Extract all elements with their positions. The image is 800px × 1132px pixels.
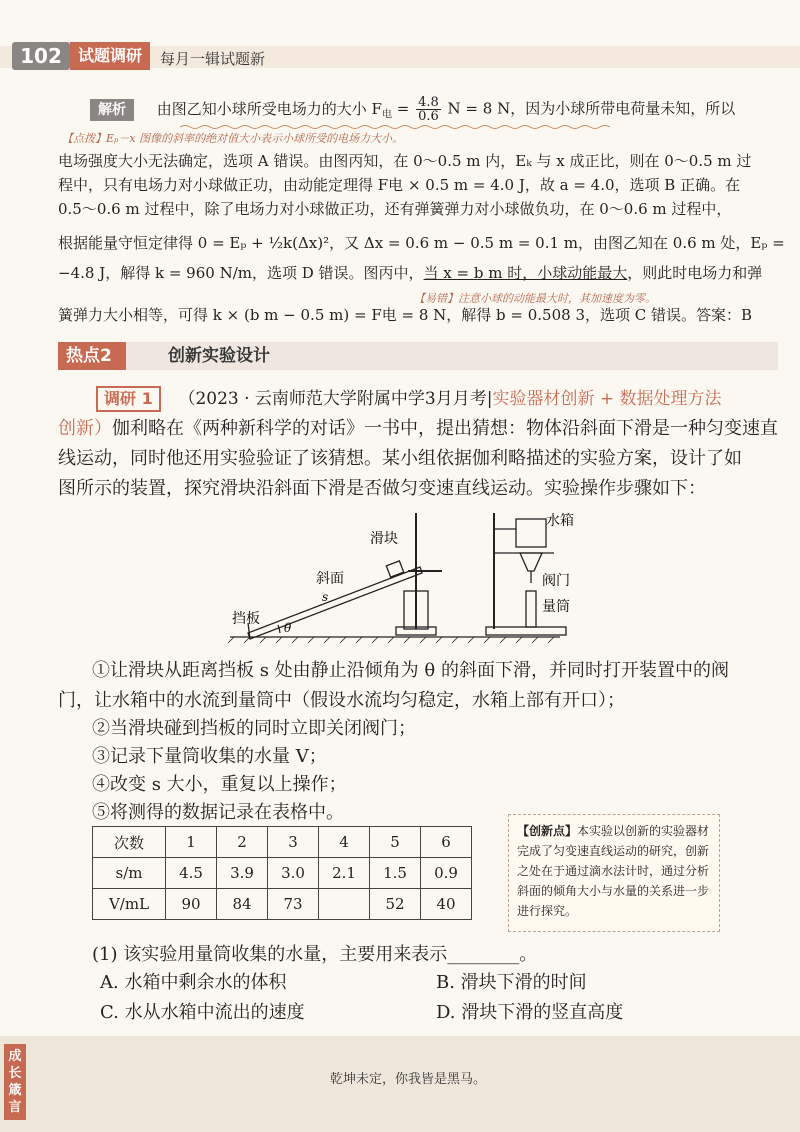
analysis-line-7: 簧弹力大小相等，可得 k × (b m − 0.5 m) = F电 = 8 N，解得 b = 0.508 3，选项 C 错误。答案：B <box>58 306 753 324</box>
label-slider: 滑块 <box>370 531 398 547</box>
option-c: C. 水从水箱中流出的速度 <box>100 1002 305 1023</box>
problem-line-3: 线运动，同时他还用实验验证了该猜想。某小组依据伽利略描述的实验方案，设计了如 <box>58 448 742 469</box>
problem-line-4: 图所示的装置，探究滑块沿斜面下滑是否做匀变速直线运动。实验操作步骤如下： <box>58 478 706 499</box>
water-tank <box>516 519 546 547</box>
wavy-underline <box>180 124 610 130</box>
label-cylinder: 量筒 <box>542 599 570 615</box>
tip-annotation: 【点拨】Eₚ－x 图像的斜率的绝对值大小表示小球所受的电场力大小。 <box>62 132 404 145</box>
analysis-line-6: −4.8 J，解得 k = 960 N/m，选项 D 错误。图丙中，当 x = b m 时，小球动能最大，则此时电场力和弹 <box>58 264 763 282</box>
header-subtitle: 每月一辑试题新 <box>160 50 266 68</box>
analysis-line-3: 程中，只有电场力对小球做正功，由动能定理得 F电 × 0.5 m = 4.0 J，故 a = 4.0，选项 B 正确。在 <box>58 176 741 194</box>
funnel <box>520 553 542 571</box>
step-2: ②当滑块碰到挡板的同时立即关闭阀门； <box>92 718 416 739</box>
step-4: ④改变 s 大小，重复以上操作； <box>92 774 347 795</box>
table-row: V/mL 90 84 73 52 40 <box>93 889 472 920</box>
data-table <box>92 826 472 920</box>
hotspot-title: 创新实验设计 <box>168 346 270 366</box>
apparatus-figure <box>220 505 600 645</box>
analysis-line-4: 0.5～0.6 m 过程中，除了电场力对小球做正功，还有弹簧弹力对小球做负功，在 0～0.6 m 过程中， <box>58 200 732 218</box>
ground-hatch <box>228 637 554 643</box>
page-footer <box>0 1036 800 1132</box>
footer-vertical-label: 成长箴言 <box>4 1044 26 1120</box>
option-b: B. 滑块下滑的时间 <box>436 972 587 993</box>
analysis-line-5: 根据能量守恒定律得 0 = Eₚ + ½k(Δx)²，又 Δx = 0.6 m − 0.5 m = 0.1 m，由图乙知在 0.6 m 处，Eₚ = <box>58 234 785 252</box>
section-title: 试题调研 <box>70 42 150 70</box>
pitfall-annotation: 【易错】注意小球的动能最大时，其加速度为零。 <box>414 292 656 305</box>
problem-line-1: 调研 1 （2023 · 云南师范大学附属中学3月月考|实验器材创新 + 数据处理方法 <box>96 384 722 414</box>
problem-line-2: 创新）伽利略在《两种新科学的对话》一书中，提出猜想：物体沿斜面下滑是一种匀变速直 <box>58 418 778 439</box>
table-row: s/m 4.5 3.9 3.0 2.1 1.5 0.9 <box>93 858 472 889</box>
hotspot-label: 热点2 <box>58 342 126 370</box>
key-underline: 当 x = b m 时，小球动能最大 <box>423 264 628 282</box>
problem-label: 调研 1 <box>96 386 161 412</box>
analysis-line-1: 解析 由图乙知小球所受电场力的大小 $F_电$ = $\frac{4.8}{0.6}$ N = 8 N，因为小球所带电荷量未知，所以 <box>90 96 735 127</box>
step-1b: 门，让水箱中的水流到量筒中（假设水流均匀稳定，水箱上部有开口）； <box>58 690 625 711</box>
water-base <box>486 627 566 635</box>
fraction: $\frac{4.8}{0.6}$ <box>418 95 439 124</box>
option-d: D. 滑块下滑的竖直高度 <box>436 1002 624 1023</box>
option-a: A. 水箱中剩余水的体积 <box>100 972 287 993</box>
page-header <box>0 38 800 74</box>
innovation-note: 【创新点】本实验以创新的实验器材完成了匀变速直线运动的研究，创新之处在于通过滴水法计时，通过分析斜面的倾角大小与水量的关系进一步进行探究。 <box>508 814 720 932</box>
footer-quote: 乾坤未定，你我皆是黑马。 <box>330 1072 487 1087</box>
analysis-line-2: 电场强度大小无法确定，选项 A 错误。由图丙知，在 0～0.5 m 内，Eₖ 与 x 成正比，则在 0～0.5 m 过 <box>58 152 752 170</box>
hotspot-bar <box>58 342 778 370</box>
step-3: ③记录下量筒收集的水量 V； <box>92 746 327 767</box>
graduated-cylinder <box>526 591 536 627</box>
label-baffle: 挡板 <box>232 611 260 627</box>
theta-arc <box>278 625 280 633</box>
label-incline: 斜面 <box>316 571 344 587</box>
analysis-tag: 解析 <box>90 99 134 121</box>
page-number: 102 <box>12 42 70 70</box>
label-tank: 水箱 <box>546 513 574 529</box>
question-stem: (1) 该实验用量筒收集的水量，主要用来表示________。 <box>92 944 538 965</box>
step-1a: ①让滑块从距离挡板 s 处由静止沿倾角为 θ 的斜面下滑，并同时打开装置中的阀 <box>92 660 729 681</box>
table-row: 次数 1 2 3 4 5 6 <box>93 827 472 858</box>
step-5: ⑤将测得的数据记录在表格中。 <box>92 802 344 823</box>
label-s: s <box>322 590 329 604</box>
label-valve: 阀门 <box>542 573 570 589</box>
label-theta: θ <box>284 621 292 635</box>
